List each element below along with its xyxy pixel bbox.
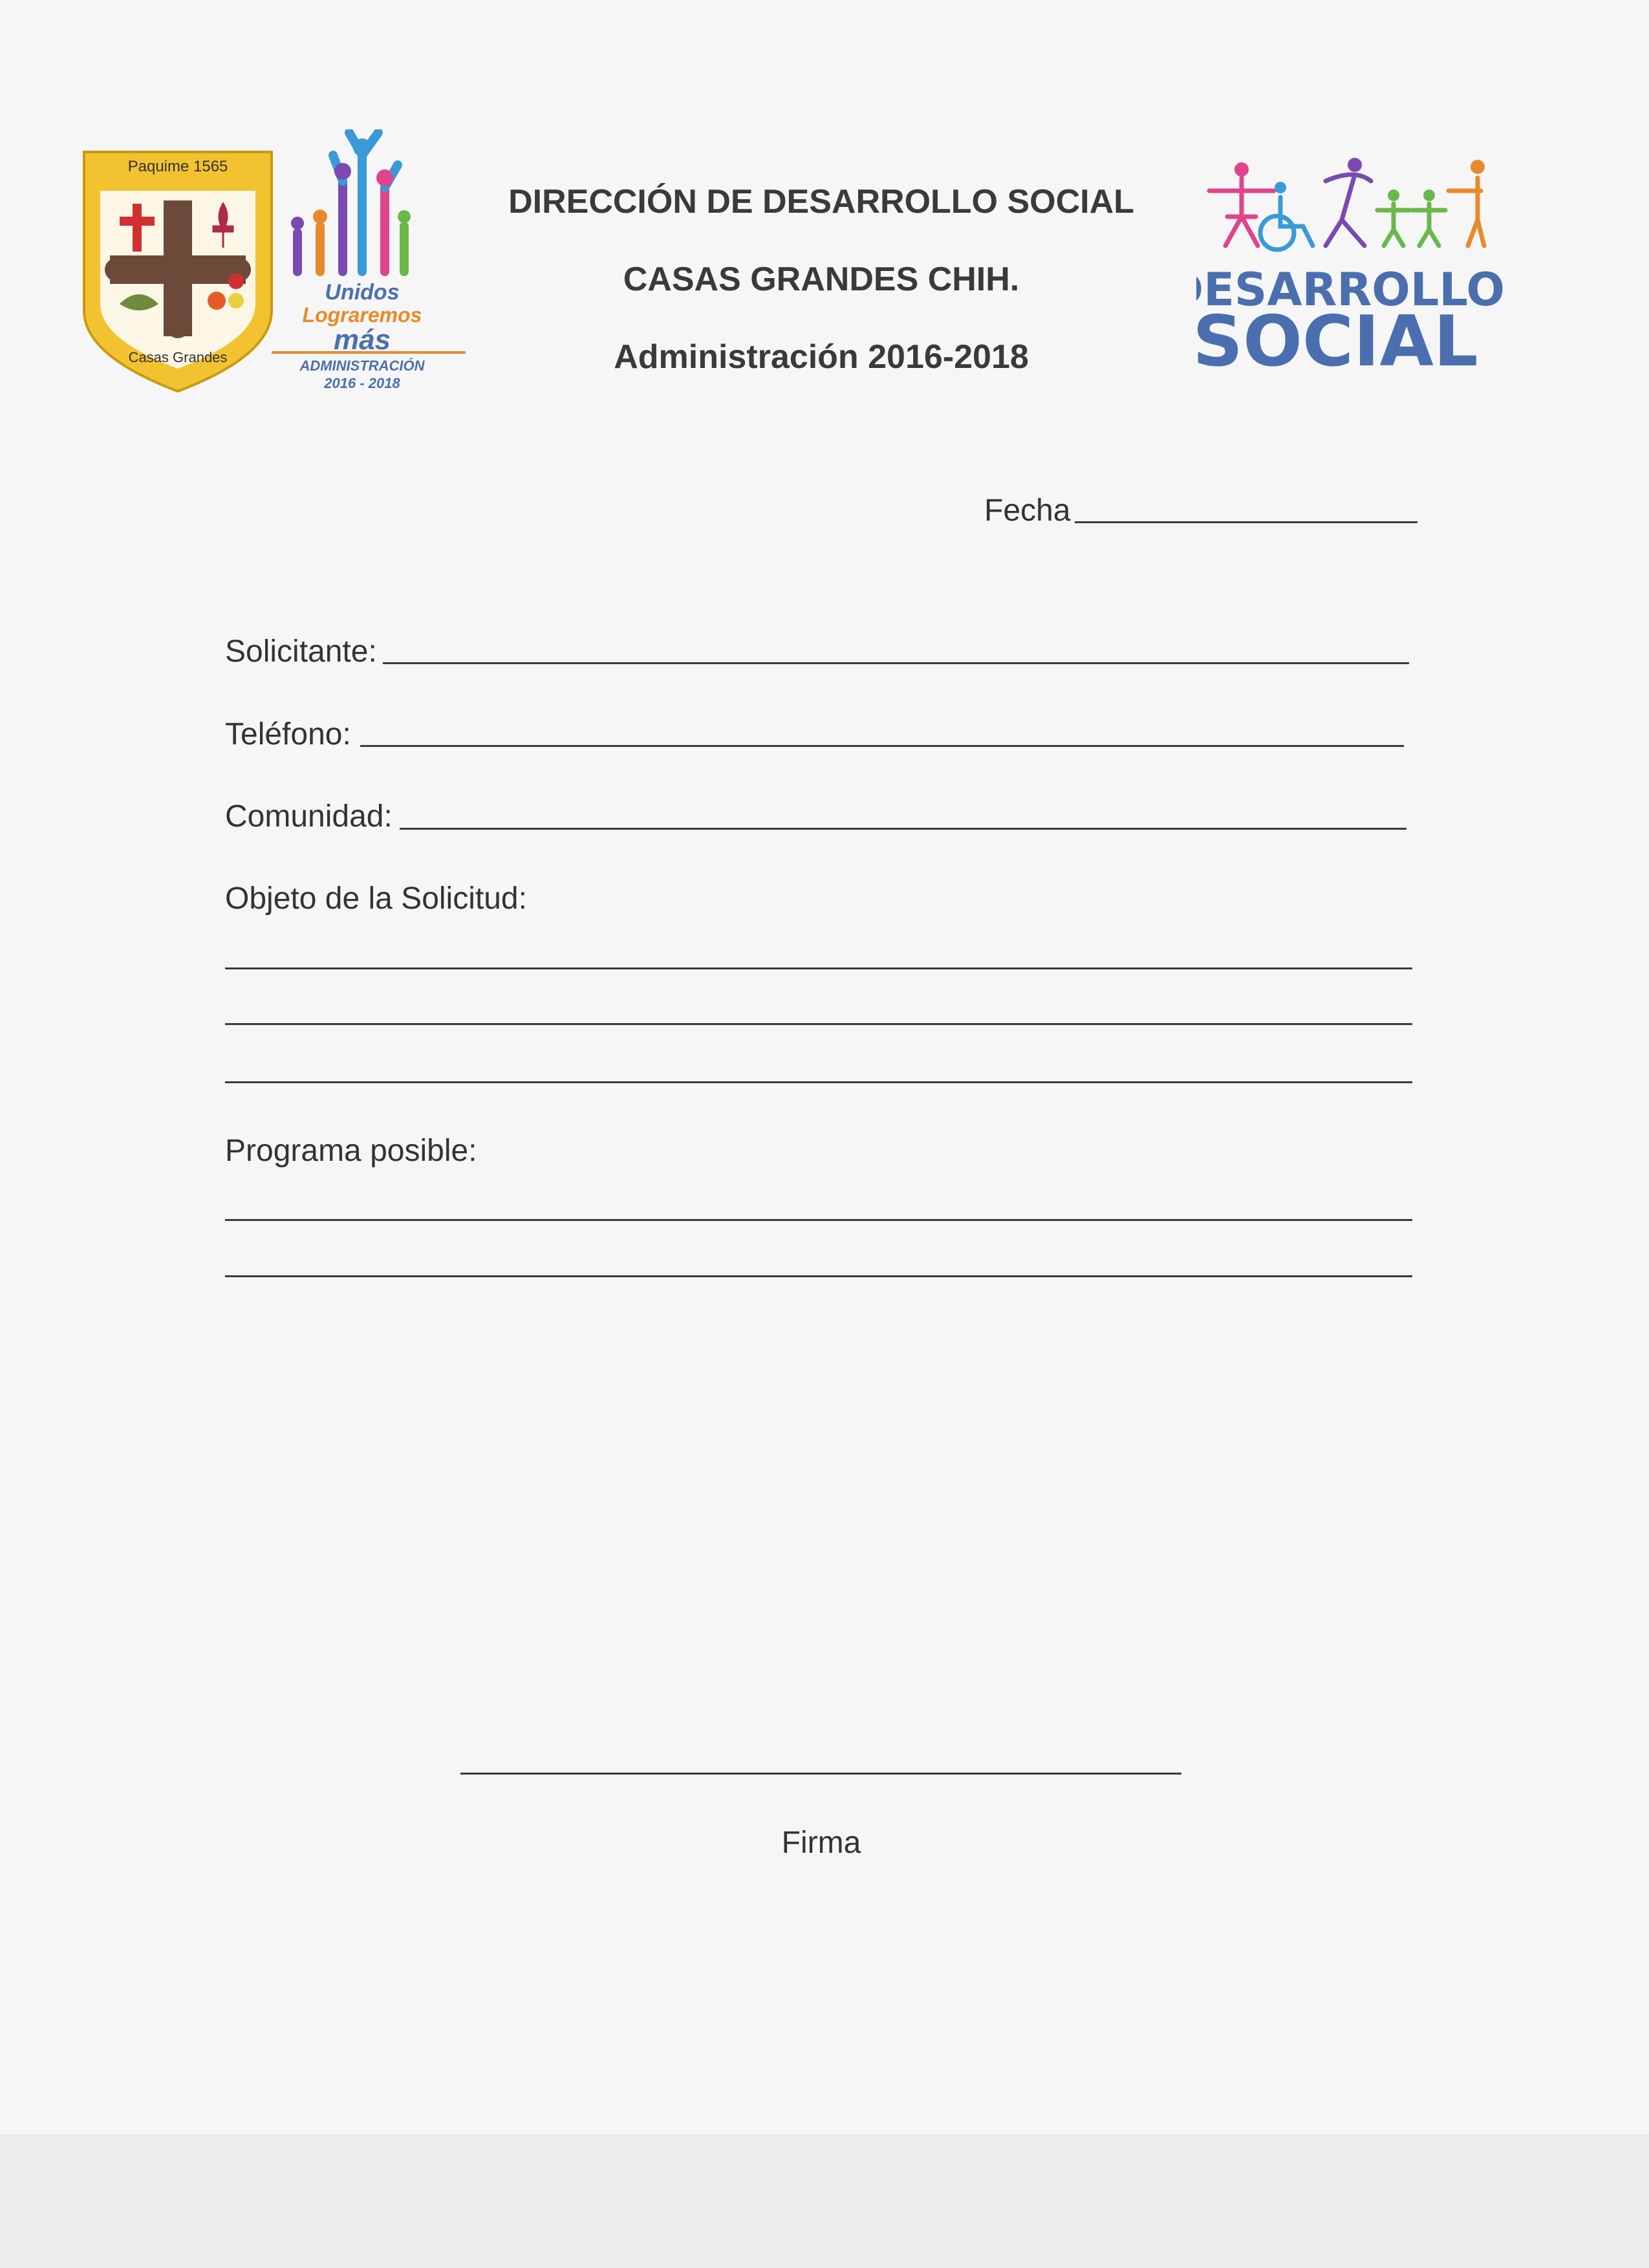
telefono-label: Teléfono: [225,717,351,751]
desarrollo-social-logo [1196,155,1533,382]
shield-top-text: Paquime 1565 [127,158,228,175]
objeto-label: Objeto de la Solicitud: [225,881,527,916]
programa-line-2[interactable] [225,1275,1412,1277]
objeto-line-2[interactable] [225,1023,1412,1025]
firma-label: Firma [781,1826,861,1860]
social-text: SOCIAL [1196,301,1478,382]
programa-line-1[interactable] [225,1219,1412,1221]
header-line-3: Administración 2016-2018 [614,338,1029,376]
unidos-line2: Lograremos [302,303,422,327]
header-line-2: CASAS GRANDES CHIH. [623,261,1020,298]
shield-bottom-text: Casas Grandes [128,349,228,365]
comunidad-field[interactable] [400,828,1406,830]
objeto-line-3[interactable] [225,1081,1412,1083]
objeto-line-1[interactable] [225,967,1412,969]
solicitante-field[interactable] [383,662,1409,664]
casas-grandes-shield-logo [81,149,275,394]
comunidad-label: Comunidad: [225,799,393,834]
telefono-field[interactable] [360,745,1404,747]
firma-line[interactable] [460,1773,1181,1775]
unidos-line5: 2016 - 2018 [324,375,400,391]
header-line-1: DIRECCIÓN DE DESARROLLO SOCIAL [508,183,1134,221]
fecha-label: Fecha [984,493,1071,528]
unidos-line4: ADMINISTRACIÓN [299,358,425,374]
programa-label: Programa posible: [225,1134,477,1168]
unidos-line3: más [333,324,391,356]
desarrollo-text: DESARROLLO [1196,263,1505,316]
solicitante-label: Solicitante: [225,634,377,669]
fecha-field[interactable] [1075,521,1417,523]
unidos-line1: Unidos [325,280,400,305]
